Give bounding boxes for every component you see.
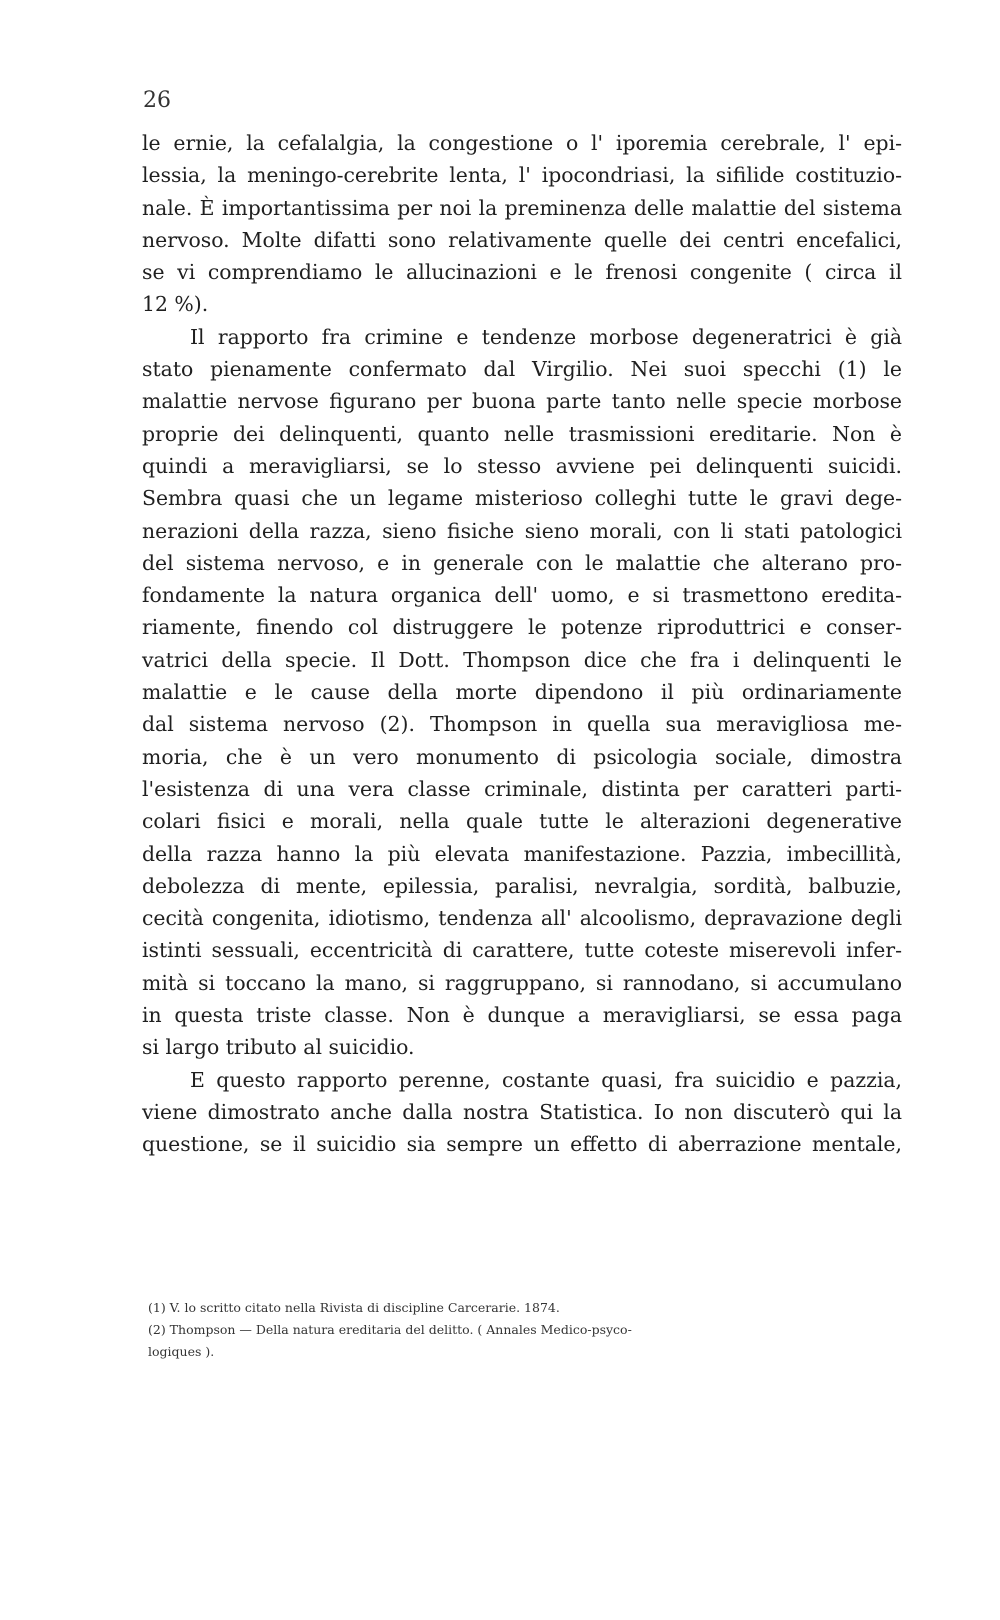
text-line: dal sistema nervoso (2). Thompson in quella sua meravigliosa me- (142, 712, 902, 737)
text-line: riamente, finendo col distruggere le potenze riproduttrici e conser- (142, 615, 902, 640)
text-line: malattie nervose figurano per buona parte tanto nelle specie morbose (142, 389, 902, 414)
text-line: istinti sessuali, eccentricità di carattere, tutte coteste miserevoli infer- (142, 938, 902, 963)
text-line: malattie e le cause della morte dipendono il più ordinariamente (142, 680, 902, 705)
text-line: del sistema nervoso, e in generale con le malattie che alterano pro- (142, 550, 902, 575)
text-line: lessia, la meningo-cerebrite lenta, l' ipocondriasi, la sifilide costituzio- (142, 163, 902, 188)
text-line: debolezza di mente, epilessia, paralisi, nevralgia, sordità, balbuzie, (142, 873, 902, 898)
footnote-1: (1) V. lo scritto citato nella Rivista di discipline Carcerarie. 1874. (148, 1300, 560, 1315)
text-line: 12 %). (142, 292, 209, 317)
text-line: moria, che è un vero monumento di psicologia sociale, dimostra (142, 744, 902, 769)
text-line: questione, se il suicidio sia sempre un effetto di aberrazione mentale, (142, 1132, 902, 1157)
body-text (142, 127, 902, 1161)
text-line: mità si toccano la mano, si raggruppano, si rannodano, si accumulano (142, 970, 902, 995)
text-line: E questo rapporto perenne, costante quasi, fra suicidio e pazzia, (190, 1067, 902, 1092)
text-line: viene dimostrato anche dalla nostra Statistica. Io non discuterò qui la (142, 1099, 902, 1124)
page-number: 26 (143, 88, 171, 113)
text-line: nale. È importantissima per noi la preminenza delle malattie del sistema (142, 195, 902, 220)
text-line: fondamente la natura organica dell' uomo, e si trasmettono eredita- (142, 583, 902, 608)
text-line: della razza hanno la più elevata manifestazione. Pazzia, imbecillità, (142, 841, 902, 866)
text-line: stato pienamente confermato dal Virgilio. Nei suoi specchi (1) le (142, 357, 902, 382)
text-line: se vi comprendiamo le allucinazioni e le frenosi congenite ( circa il (142, 260, 902, 285)
text-line: si largo tributo al suicidio. (142, 1035, 415, 1060)
footnote-2-continued: logiques ). (148, 1344, 215, 1359)
text-line: Sembra quasi che un legame misterioso colleghi tutte le gravi dege- (142, 486, 902, 511)
footnote-2: (2) Thompson — Della natura ereditaria del delitto. ( Annales Medico-psyco- (148, 1322, 632, 1337)
text-line: l'esistenza di una vera classe criminale, distinta per caratteri parti- (142, 776, 902, 801)
text-line: cecità congenita, idiotismo, tendenza all' alcoolismo, depravazione degli (142, 906, 902, 931)
text-line: le ernie, la cefalalgia, la congestione o l' iporemia cerebrale, l' epi- (142, 131, 902, 155)
text-line: colari fisici e morali, nella quale tutte le alterazioni degenerative (142, 809, 902, 834)
text-line: proprie dei delinquenti, quanto nelle trasmissioni ereditarie. Non è (142, 421, 902, 446)
text-line: nervoso. Molte difatti sono relativamente quelle dei centri encefalici, (142, 227, 902, 252)
footnotes (148, 1297, 908, 1363)
text-line: vatrici della specie. Il Dott. Thompson dice che fra i delinquenti le (142, 647, 902, 672)
text-line: Il rapporto fra crimine e tendenze morbose degeneratrici è già (190, 324, 902, 349)
text-line: in questa triste classe. Non è dunque a meravigliarsi, se essa paga (142, 1003, 902, 1028)
text-line: quindi a meravigliarsi, se lo stesso avviene pei delinquenti suicidi. (142, 453, 902, 478)
text-line: nerazioni della razza, sieno fisiche sieno morali, con li stati patologici (142, 518, 902, 543)
